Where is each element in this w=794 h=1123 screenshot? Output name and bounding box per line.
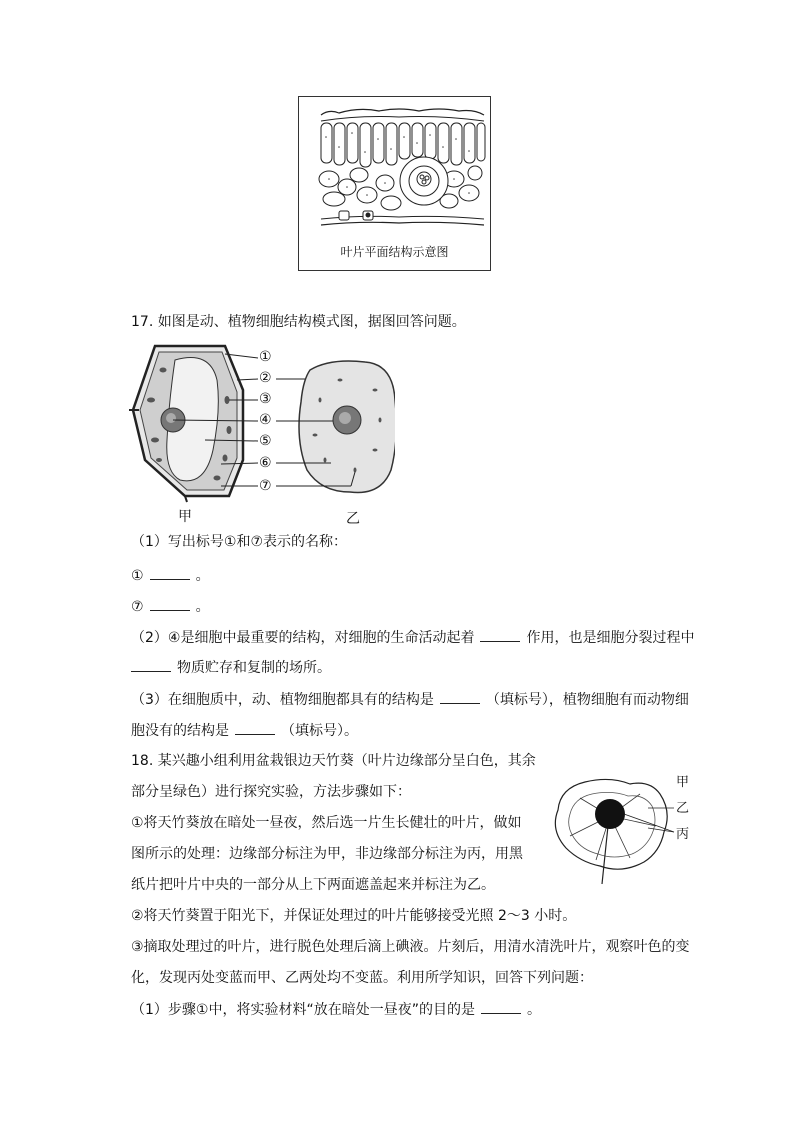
q18-line-5: 纸片把叶片中央的一部分从上下两面遮盖起来并标注为乙。 (131, 877, 495, 893)
answer-1-suffix: 。 (195, 568, 210, 584)
animal-cell-label: 乙 (346, 511, 360, 527)
q18-sub1-text: （1）步骤①中，将实验材料“放在暗处一昼夜”的目的是 (131, 1002, 475, 1018)
cell-label-1: ① (259, 349, 272, 365)
q18-line-2: 部分呈绿色）进行探究实验，方法步骤如下： (131, 784, 411, 800)
q18-line-3: ①将天竹葵放在暗处一昼夜，然后选一片生长健壮的叶片，做如 (131, 815, 522, 831)
q17-stem: 17. 如图是动、植物细胞结构模式图，据图回答问题。 (131, 314, 466, 330)
sub3-text-a: （3）在细胞质中，动、植物细胞都具有的结构是 (131, 692, 434, 708)
leaf-figure-caption: 叶片平面结构示意图 (340, 245, 449, 259)
leaf-structure-figure (298, 96, 491, 271)
leaf-label-yi: 乙 (676, 801, 690, 816)
answer-7-prefix: ⑦ (131, 599, 144, 615)
q18-line-1: 18. 某兴趣小组利用盆栽银边天竹葵（叶片边缘部分呈白色，其余 (131, 753, 536, 769)
answer-7-suffix: 。 (195, 599, 210, 615)
leaf-cross-section-drawing (299, 97, 490, 237)
sub2-text-c: 物质贮存和复制的场所。 (177, 660, 331, 676)
answer-blank-7[interactable] (150, 596, 190, 611)
q17-sub1: （1）写出标号①和⑦表示的名称： (131, 534, 348, 550)
sub2-blank-2[interactable] (131, 657, 171, 672)
leaf-label-jia: 甲 (676, 775, 690, 790)
sub3-text-c: 胞没有的结构是 (131, 723, 229, 739)
q18-line-6: ②将天竹葵置于阳光下，并保证处理过的叶片能够接受光照 2～3 小时。 (131, 908, 577, 924)
sub2-text-a: （2）④是细胞中最重要的结构，对细胞的生命活动起着 (131, 630, 475, 646)
cell-label-3: ③ (259, 391, 272, 407)
q17-sub3-line1 (131, 689, 689, 710)
plant-cell-label: 甲 (178, 509, 192, 525)
cell-label-4: ④ (259, 412, 272, 428)
q17-sub2-line2 (131, 657, 331, 678)
sub3-blank-1[interactable] (440, 689, 480, 704)
black-paper-cover (595, 799, 625, 829)
answer-blank-1[interactable] (150, 565, 190, 580)
q18-sub1-blank[interactable] (481, 999, 521, 1014)
q18-sub1-suffix: 。 (526, 1002, 541, 1018)
q17-answer-7 (131, 596, 210, 617)
q18-line-8: 化，发现丙处变蓝而甲、乙两处均不变蓝。利用所学知识，回答下列问题： (131, 970, 593, 986)
sub3-text-b: （填标号），植物细胞有而动物细 (485, 692, 689, 708)
q17-answer-1 (131, 565, 210, 586)
cell-label-7: ⑦ (259, 478, 272, 494)
sub2-blank-1[interactable] (480, 627, 520, 642)
sub3-blank-2[interactable] (235, 720, 275, 735)
q17-sub3-line2 (131, 720, 358, 741)
cell-label-2: ② (259, 370, 272, 386)
q18-line-7: ③摘取处理过的叶片，进行脱色处理后滴上碘液。片刻后，用清水清洗叶片，观察叶色的变 (131, 939, 690, 955)
sub3-text-d: （填标号）。 (281, 723, 358, 739)
answer-1-prefix: ① (131, 568, 144, 584)
leaf-label-bing: 丙 (676, 827, 690, 842)
q18-line-4: 图所示的处理：边缘部分标注为甲，非边缘部分标注为丙，用黑 (131, 846, 523, 862)
cell-label-6: ⑥ (259, 455, 272, 471)
sub2-text-b: 作用，也是细胞分裂过程中 (526, 630, 695, 646)
q18-line-9 (131, 999, 541, 1020)
cell-label-5: ⑤ (259, 433, 272, 449)
q17-sub2-line1 (131, 627, 694, 648)
